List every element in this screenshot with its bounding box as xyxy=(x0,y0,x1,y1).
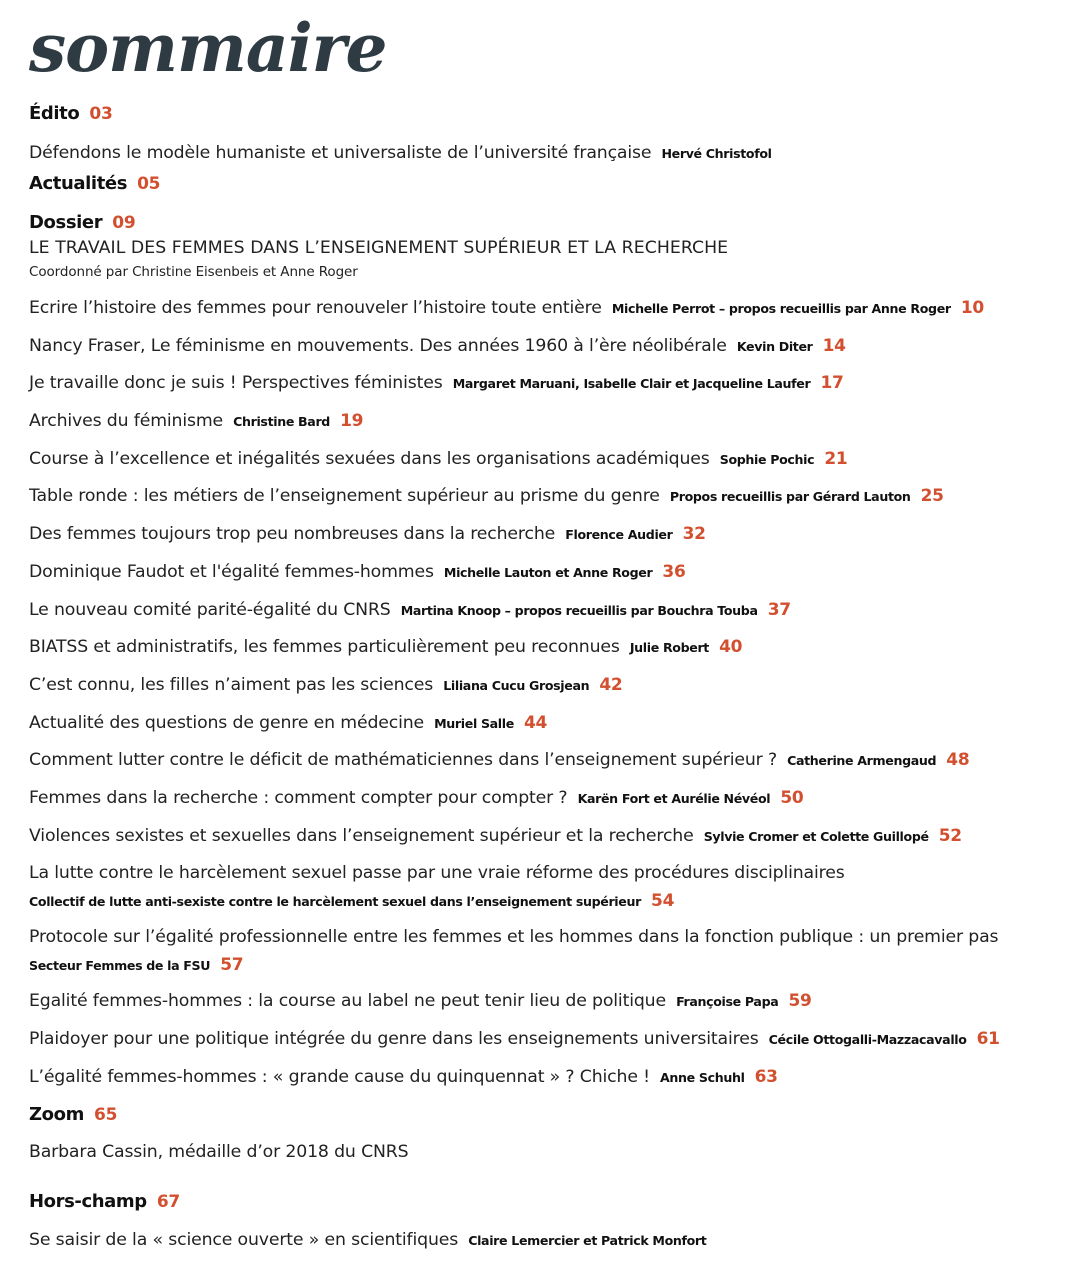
article-author: Martina Knoop – propos recueillis par Bouchra Touba xyxy=(400,603,758,618)
article-author: Catherine Armengaud xyxy=(787,753,937,768)
article-title: Se saisir de la « science ouverte » en scientifiques xyxy=(29,1230,459,1250)
page-number: 61 xyxy=(976,1029,1000,1049)
page-number: 50 xyxy=(780,788,804,808)
article-author: Karën Fort et Aurélie Névéol xyxy=(577,791,771,806)
page-number: 65 xyxy=(94,1105,118,1125)
article-author: Michelle Perrot – propos recueillis par Anne Roger xyxy=(611,301,951,316)
article-title: Violences sexistes et sexuelles dans l’enseignement supérieur et la recherche xyxy=(29,826,694,846)
list-item[interactable] xyxy=(29,373,844,393)
article-author: Muriel Salle xyxy=(434,716,514,731)
list-item[interactable] xyxy=(29,600,791,620)
list-item-continuation[interactable] xyxy=(29,955,243,975)
article-author: Florence Audier xyxy=(565,527,673,542)
page-number: 03 xyxy=(89,104,113,124)
list-item[interactable] xyxy=(29,788,803,808)
article-author: Anne Schuhl xyxy=(660,1070,745,1085)
section-label: Édito xyxy=(29,103,80,124)
article-title: Egalité femmes-hommes : la course au label ne peut tenir lieu de politique xyxy=(29,991,666,1011)
article-author: Claire Lemercier et Patrick Monfort xyxy=(468,1233,707,1248)
page-number: 59 xyxy=(788,991,812,1011)
article-title: Protocole sur l’égalité professionnelle entre les femmes et les hommes dans la fonction publique : un premier pas xyxy=(29,927,999,947)
list-item[interactable] xyxy=(29,991,812,1011)
list-item-continuation[interactable] xyxy=(29,891,674,911)
article-title: C’est connu, les filles n’aiment pas les sciences xyxy=(29,675,434,695)
page-number: 14 xyxy=(822,336,846,356)
article-title: Dominique Faudot et l'égalité femmes-hommes xyxy=(29,562,434,582)
page-number: 19 xyxy=(340,411,364,431)
list-item[interactable] xyxy=(29,336,846,356)
section-label: Hors-champ xyxy=(29,1191,147,1212)
list-item[interactable] xyxy=(29,826,962,846)
page-number: 17 xyxy=(820,373,844,393)
list-item[interactable] xyxy=(29,637,742,657)
dossier-title: LE TRAVAIL DES FEMMES DANS L’ENSEIGNEMENT SUPÉRIEUR ET LA RECHERCHE xyxy=(29,238,729,258)
article-author: Sophie Pochic xyxy=(719,452,815,467)
list-item[interactable] xyxy=(29,562,685,582)
section-hors-champ[interactable] xyxy=(29,1191,180,1212)
article-author: Julie Robert xyxy=(629,640,709,655)
article-author: Secteur Femmes de la FSU xyxy=(29,958,211,973)
section-label: Actualités xyxy=(29,173,128,194)
page-number: 52 xyxy=(938,826,962,846)
page-number: 10 xyxy=(960,298,984,318)
section-label: Zoom xyxy=(29,1104,84,1125)
page-number: 25 xyxy=(920,486,944,506)
article-author: Michelle Lauton et Anne Roger xyxy=(443,565,653,580)
section-zoom[interactable] xyxy=(29,1104,117,1125)
article-title: Défendons le modèle humaniste et universaliste de l’université française xyxy=(29,143,652,163)
section-actualites[interactable] xyxy=(29,173,160,194)
list-item[interactable] xyxy=(29,449,847,469)
page-number: 32 xyxy=(682,524,706,544)
list-item[interactable] xyxy=(29,675,622,695)
page-number: 37 xyxy=(767,600,791,620)
article-title: Des femmes toujours trop peu nombreuses dans la recherche xyxy=(29,524,556,544)
page-number: 57 xyxy=(220,955,244,975)
article-author: Christine Bard xyxy=(233,414,330,429)
article-title: Je travaille donc je suis ! Perspectives féministes xyxy=(29,373,443,393)
article-author: Liliana Cucu Grosjean xyxy=(443,678,590,693)
article-author: Propos recueillis par Gérard Lauton xyxy=(669,489,911,504)
article-title: La lutte contre le harcèlement sexuel passe par une vraie réforme des procédures disciplinaires xyxy=(29,863,845,883)
page-title: sommaire xyxy=(29,9,387,87)
article-author: Margaret Maruani, Isabelle Clair et Jacqueline Laufer xyxy=(452,376,811,391)
page-number: 21 xyxy=(824,449,848,469)
list-item[interactable] xyxy=(29,1230,706,1250)
article-title: Table ronde : les métiers de l’enseignement supérieur au prisme du genre xyxy=(29,486,660,506)
page-number: 48 xyxy=(946,750,970,770)
article-author: Françoise Papa xyxy=(676,994,779,1009)
article-author: Kevin Diter xyxy=(736,339,813,354)
page-number: 63 xyxy=(754,1067,778,1087)
list-item[interactable] xyxy=(29,298,984,318)
list-item[interactable] xyxy=(29,927,998,947)
list-item[interactable] xyxy=(29,411,363,431)
list-item[interactable] xyxy=(29,713,547,733)
section-edito[interactable] xyxy=(29,103,112,124)
list-item[interactable] xyxy=(29,863,845,883)
list-item[interactable] xyxy=(29,1067,778,1087)
article-author: Collectif de lutte anti-sexiste contre le harcèlement sexuel dans l’enseignement supérieur xyxy=(29,894,641,909)
list-item[interactable] xyxy=(29,524,706,544)
page-number: 40 xyxy=(719,637,743,657)
list-item[interactable] xyxy=(29,750,969,770)
article-author: Cécile Ottogalli-Mazzacavallo xyxy=(768,1032,967,1047)
article-title: Ecrire l’histoire des femmes pour renouveler l’histoire toute entière xyxy=(29,298,602,318)
article-author: Sylvie Cromer et Colette Guillopé xyxy=(703,829,929,844)
dossier-coordination: Coordonné par Christine Eisenbeis et Anne Roger xyxy=(29,264,358,280)
article-title: Archives du féminisme xyxy=(29,411,223,431)
page-number: 67 xyxy=(156,1192,180,1212)
article-title: Course à l’excellence et inégalités sexuées dans les organisations académiques xyxy=(29,449,710,469)
list-item[interactable] xyxy=(29,143,772,163)
list-item[interactable] xyxy=(29,1142,408,1162)
article-title: BIATSS et administratifs, les femmes particulièrement peu reconnues xyxy=(29,637,620,657)
article-title: Plaidoyer pour une politique intégrée du genre dans les enseignements universitaires xyxy=(29,1029,759,1049)
article-title: Nancy Fraser, Le féminisme en mouvements. Des années 1960 à l’ère néolibérale xyxy=(29,336,727,356)
page-number: 09 xyxy=(112,213,136,233)
article-author: Hervé Christofol xyxy=(661,146,772,161)
article-title: Femmes dans la recherche : comment compter pour compter ? xyxy=(29,788,568,808)
page-number: 36 xyxy=(662,562,686,582)
article-title: Actualité des questions de genre en médecine xyxy=(29,713,425,733)
article-title: L’égalité femmes-hommes : « grande cause du quinquennat » ? Chiche ! xyxy=(29,1067,650,1087)
section-label: Dossier xyxy=(29,212,103,233)
page-number: 54 xyxy=(651,891,675,911)
page-number: 42 xyxy=(599,675,623,695)
page-number: 05 xyxy=(137,174,161,194)
article-title: Comment lutter contre le déficit de mathématiciennes dans l’enseignement supérieur ? xyxy=(29,750,777,770)
section-dossier[interactable] xyxy=(29,212,135,233)
page-number: 44 xyxy=(524,713,548,733)
list-item[interactable] xyxy=(29,486,944,506)
list-item[interactable] xyxy=(29,1029,1000,1049)
article-title: Barbara Cassin, médaille d’or 2018 du CNRS xyxy=(29,1142,409,1162)
article-title: Le nouveau comité parité-égalité du CNRS xyxy=(29,600,391,620)
